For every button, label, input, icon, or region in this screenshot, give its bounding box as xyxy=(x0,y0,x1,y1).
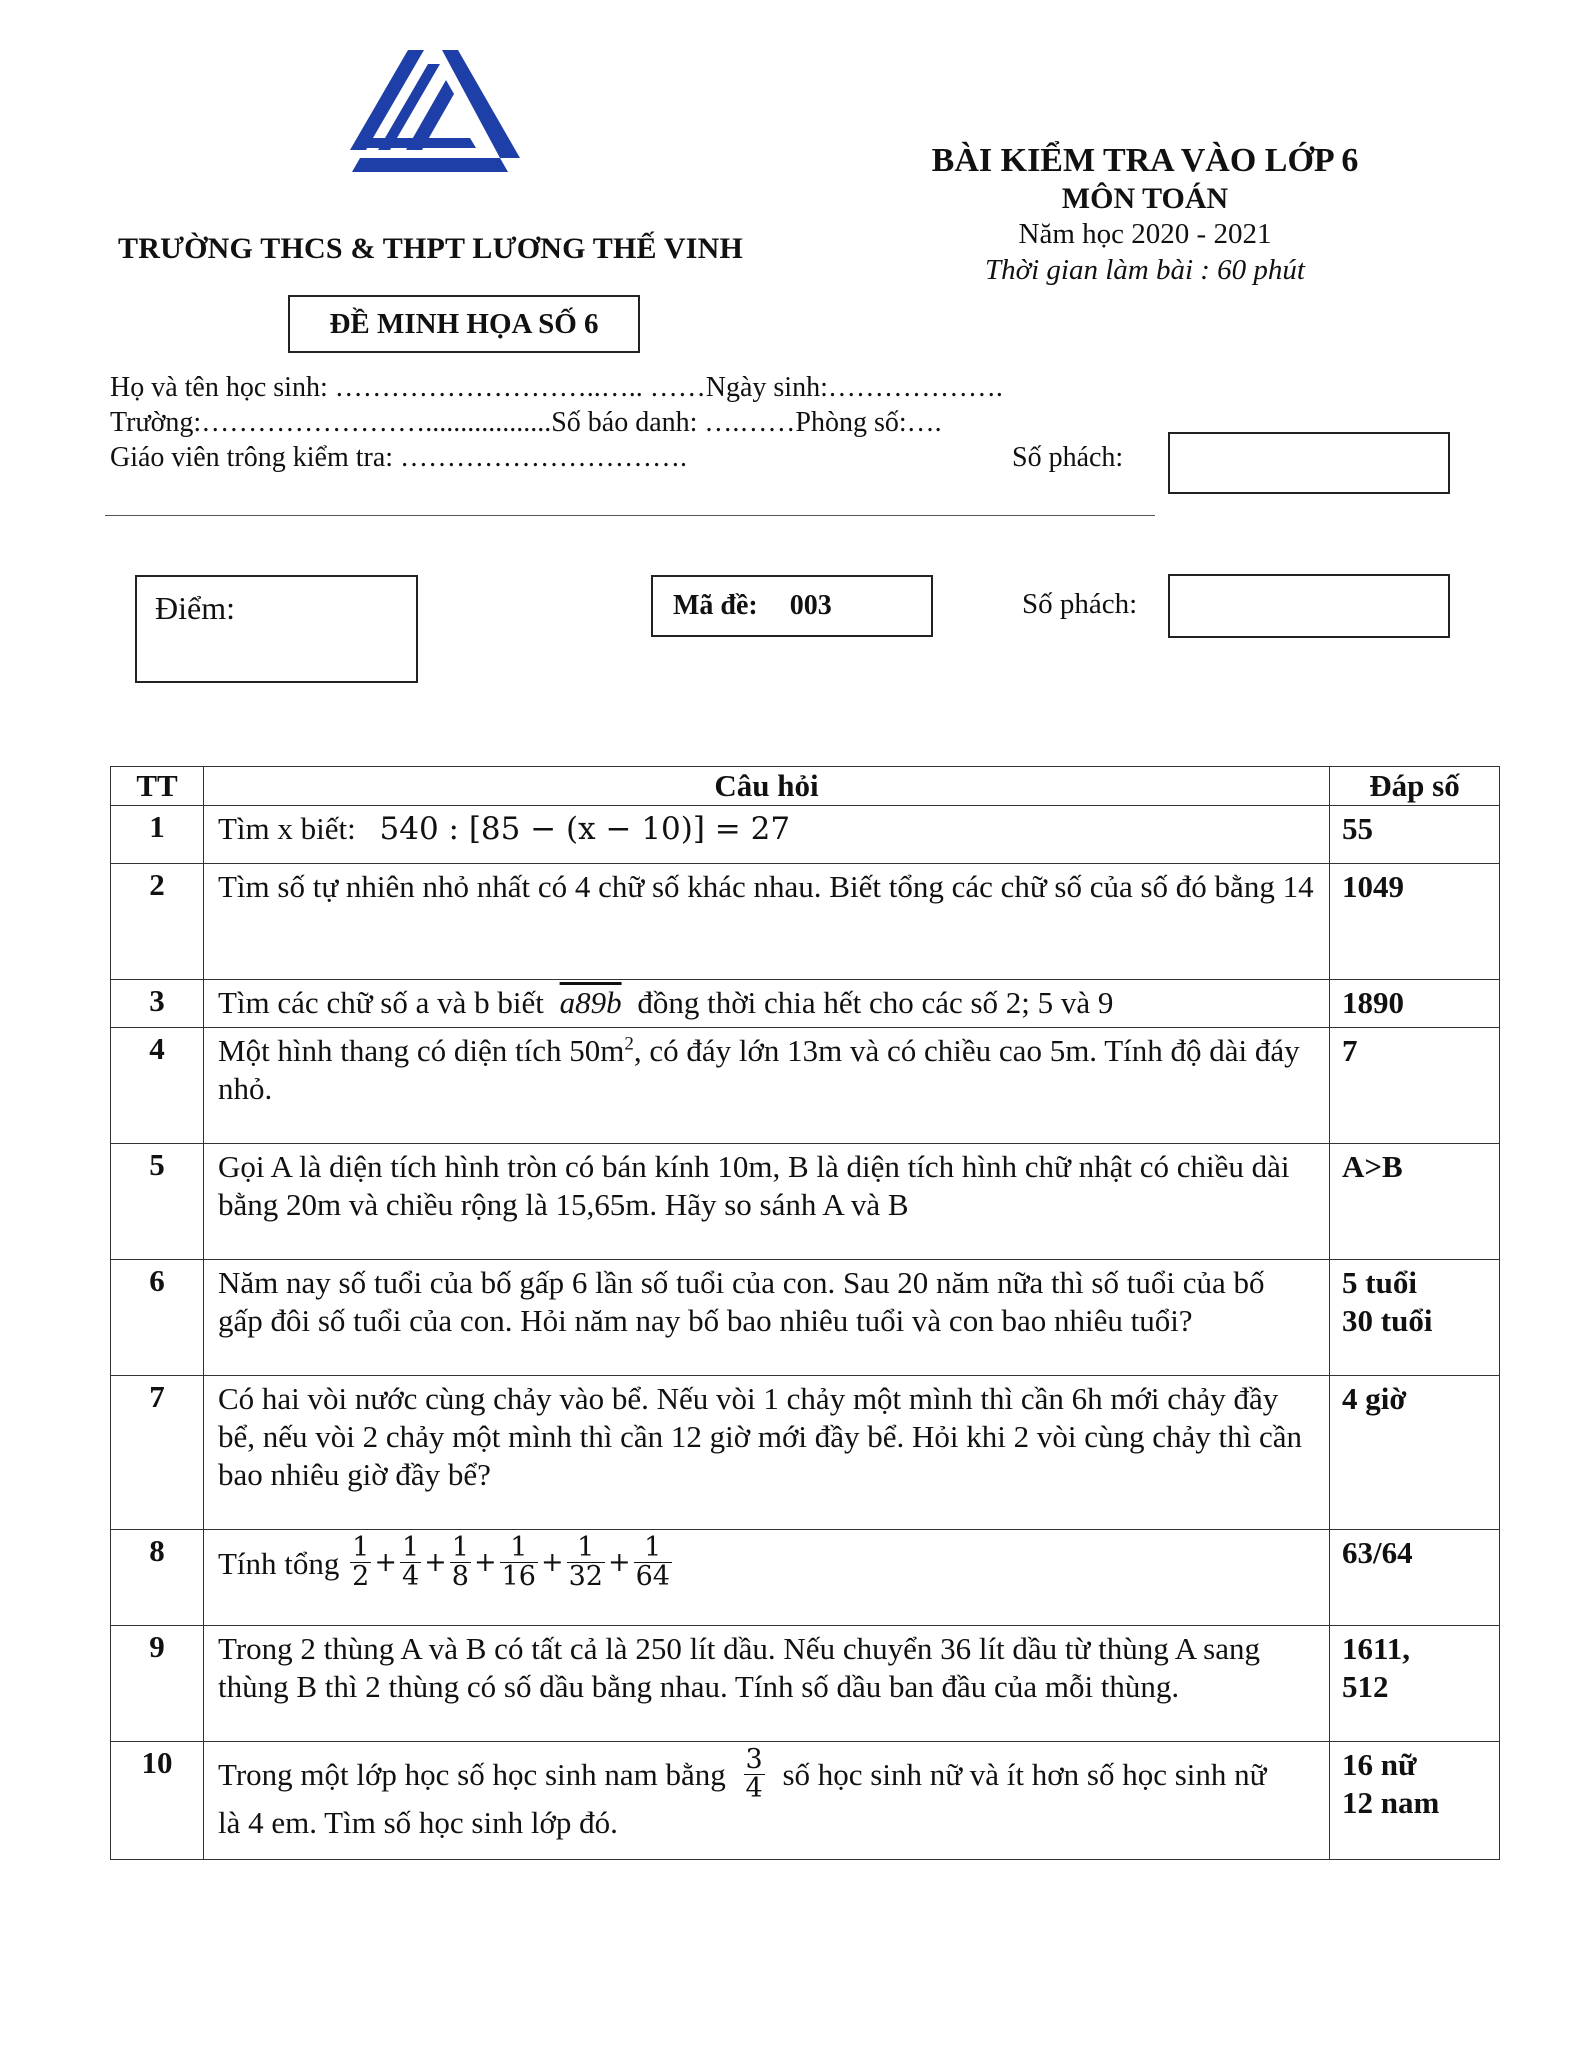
fraction-denominator: 8 xyxy=(451,1561,469,1593)
question-text xyxy=(204,1530,1330,1626)
row-number: 1 xyxy=(111,806,204,864)
exam-code-value: 003 xyxy=(789,590,832,621)
plus-sign: + xyxy=(374,1547,397,1579)
school-logo-icon xyxy=(350,50,520,175)
answer-cell xyxy=(1330,1626,1500,1742)
question-text xyxy=(204,806,1330,864)
question-label: Tìm các chữ số a và b biết xyxy=(218,985,544,1021)
question-text xyxy=(204,1028,1330,1144)
question-label: Trong một lớp học số học sinh nam bằng xyxy=(218,1757,726,1793)
answer-line: 5 tuổi xyxy=(1342,1265,1417,1301)
answer-line: 16 nữ xyxy=(1342,1747,1417,1783)
plus-sign: + xyxy=(540,1547,564,1579)
question-label: đồng thời chia hết cho các số 2; 5 và 9 xyxy=(637,985,1114,1021)
answer-line: 1611, xyxy=(1342,1631,1411,1667)
table-row xyxy=(111,1530,1500,1626)
plus-sign: + xyxy=(473,1547,497,1579)
fraction-sum xyxy=(347,1532,675,1593)
answer-cell: 55 xyxy=(1330,806,1500,864)
school-id-room-line: Trường:……………………..................Số báo danh: ….……Phòng số:…. xyxy=(110,407,942,438)
score-label: Điểm: xyxy=(155,590,235,626)
row-number: 5 xyxy=(111,1144,204,1260)
question-label: , có đáy lớn 13m và có chiều cao 5m. Tính độ dài đáy nhỏ. xyxy=(218,1033,1300,1107)
fraction xyxy=(400,1534,421,1592)
table-row xyxy=(111,1144,1500,1260)
question-label: Tính tổng xyxy=(218,1546,340,1582)
row-number: 10 xyxy=(111,1742,204,1860)
exam-subject: MÔN TOÁN xyxy=(1061,182,1229,215)
answer-line: 512 xyxy=(1342,1669,1389,1705)
question-text xyxy=(204,1742,1330,1860)
answer-cell xyxy=(1330,1260,1500,1376)
table-row xyxy=(111,806,1500,864)
table-row xyxy=(111,1260,1500,1376)
fraction xyxy=(350,1534,371,1592)
proctor-line: Giáo viên trông kiểm tra: …………………………. xyxy=(110,442,688,473)
exam-duration: Thời gian làm bài : 60 phút xyxy=(985,254,1305,286)
question-text: Có hai vòi nước cùng chảy vào bể. Nếu vòi 1 chảy một mình thì cần 6h mới chảy đầy bể, nếu vòi 2 chảy một mình thì cần 12 giờ mới đầy bể. Hỏi khi 2 vòi cùng chảy thì cần bao nhiêu giờ đầy bể? xyxy=(204,1376,1330,1530)
fraction-denominator: 2 xyxy=(352,1561,370,1593)
answer-cell: A>B xyxy=(1330,1144,1500,1260)
answer-cell: 63/64 xyxy=(1330,1530,1500,1626)
fraction-numerator: 1 xyxy=(451,1532,469,1564)
answer-line: 12 nam xyxy=(1342,1785,1440,1821)
row-number: 6 xyxy=(111,1260,204,1376)
question-text: Gọi A là diện tích hình tròn có bán kính 10m, B là diện tích hình chữ nhật có chiều dài bằng 20m và chiều rộng là 15,65m. Hãy so sánh A và B xyxy=(204,1144,1330,1260)
table-row xyxy=(111,1376,1500,1530)
fraction-numerator: 1 xyxy=(510,1532,528,1564)
answer-cell: 7 xyxy=(1330,1028,1500,1144)
fraction-numerator: 1 xyxy=(644,1532,662,1564)
seq-label-top: Số phách: xyxy=(1012,442,1124,473)
seq-number-box-bottom[interactable] xyxy=(1168,574,1450,638)
table-row xyxy=(111,1626,1500,1742)
fraction xyxy=(567,1534,605,1592)
table-row xyxy=(111,980,1500,1028)
row-number: 3 xyxy=(111,980,204,1028)
demo-exam-label: ĐỀ MINH HỌA SỐ 6 xyxy=(288,295,640,353)
question-label: Tìm x biết: xyxy=(218,811,356,847)
col-header-question: Câu hỏi xyxy=(204,767,1330,806)
fraction-denominator: 16 xyxy=(501,1561,536,1593)
fraction-denominator: 32 xyxy=(568,1561,603,1593)
student-name-dob-line: Họ và tên học sinh: ………………………..….. ……Ngày sinh:………………. xyxy=(110,372,1003,403)
answer-cell: 1049 xyxy=(1330,864,1500,980)
question-text: Trong 2 thùng A và B có tất cả là 250 lít dầu. Nếu chuyển 36 lít dầu từ thùng A sang thùng B thì 2 thùng có số dầu bằng nhau. Tính số dầu ban đầu của mỗi thùng. xyxy=(204,1626,1330,1742)
answer-cell: 1890 xyxy=(1330,980,1500,1028)
row-number: 7 xyxy=(111,1376,204,1530)
answer-line: 30 tuổi xyxy=(1342,1303,1433,1339)
fraction-denominator: 64 xyxy=(635,1561,670,1593)
divider xyxy=(105,515,1155,516)
overline-number: a89b xyxy=(559,985,622,1021)
fraction-numerator: 1 xyxy=(577,1532,595,1564)
fraction-denominator: 4 xyxy=(745,1773,763,1805)
col-header-tt: TT xyxy=(111,767,204,806)
row-number: 4 xyxy=(111,1028,204,1144)
table-header-row xyxy=(111,767,1500,806)
fraction xyxy=(634,1534,672,1592)
school-year: Năm học 2020 - 2021 xyxy=(1018,218,1272,250)
superscript: 2 xyxy=(624,1033,634,1055)
plus-sign: + xyxy=(607,1547,631,1579)
row-number: 2 xyxy=(111,864,204,980)
question-label: Một hình thang có diện tích 50m xyxy=(218,1033,625,1069)
question-label: là 4 em. Tìm số học sinh lớp đó. xyxy=(218,1804,618,1840)
exam-title: BÀI KIỂM TRA VÀO LỚP 6 xyxy=(931,142,1359,179)
table-row xyxy=(111,1742,1500,1860)
answer-cell xyxy=(1330,1742,1500,1860)
question-text: Năm nay số tuổi của bố gấp 6 lần số tuổi của con. Sau 20 năm nữa thì số tuổi của bố gấp đôi số tuổi của con. Hỏi năm nay bố bao nhiêu tuổi và con bao nhiêu tuổi? xyxy=(204,1260,1330,1376)
plus-sign: + xyxy=(424,1547,447,1579)
col-header-answer: Đáp số xyxy=(1330,767,1500,806)
answer-cell: 4 giờ xyxy=(1330,1376,1500,1530)
table-row xyxy=(111,864,1500,980)
fraction-numerator: 1 xyxy=(352,1532,370,1564)
fraction xyxy=(744,1746,765,1804)
exam-code-label: Mã đề: xyxy=(673,590,758,621)
math-expression: 540 : [85 − (x − 10)] = 27 xyxy=(379,811,791,848)
fraction xyxy=(450,1534,471,1592)
fraction-numerator: 3 xyxy=(745,1744,763,1776)
question-text xyxy=(204,980,1330,1028)
seq-label-bottom: Số phách: xyxy=(1022,588,1138,620)
fraction xyxy=(500,1534,538,1592)
row-number: 9 xyxy=(111,1626,204,1742)
school-name: TRƯỜNG THCS & THPT LƯƠNG THẾ VINH xyxy=(118,232,744,265)
table-row xyxy=(111,1028,1500,1144)
questions-table xyxy=(110,766,1500,1860)
seq-number-box-top[interactable] xyxy=(1168,432,1450,494)
question-text: Tìm số tự nhiên nhỏ nhất có 4 chữ số khác nhau. Biết tổng các chữ số của số đó bằng 14 xyxy=(204,864,1330,980)
question-label: số học sinh nữ và ít hơn số học sinh nữ xyxy=(782,1757,1267,1793)
fraction-denominator: 4 xyxy=(401,1561,420,1593)
exam-code-box xyxy=(651,575,933,637)
row-number: 8 xyxy=(111,1530,204,1626)
fraction-numerator: 1 xyxy=(401,1532,420,1564)
